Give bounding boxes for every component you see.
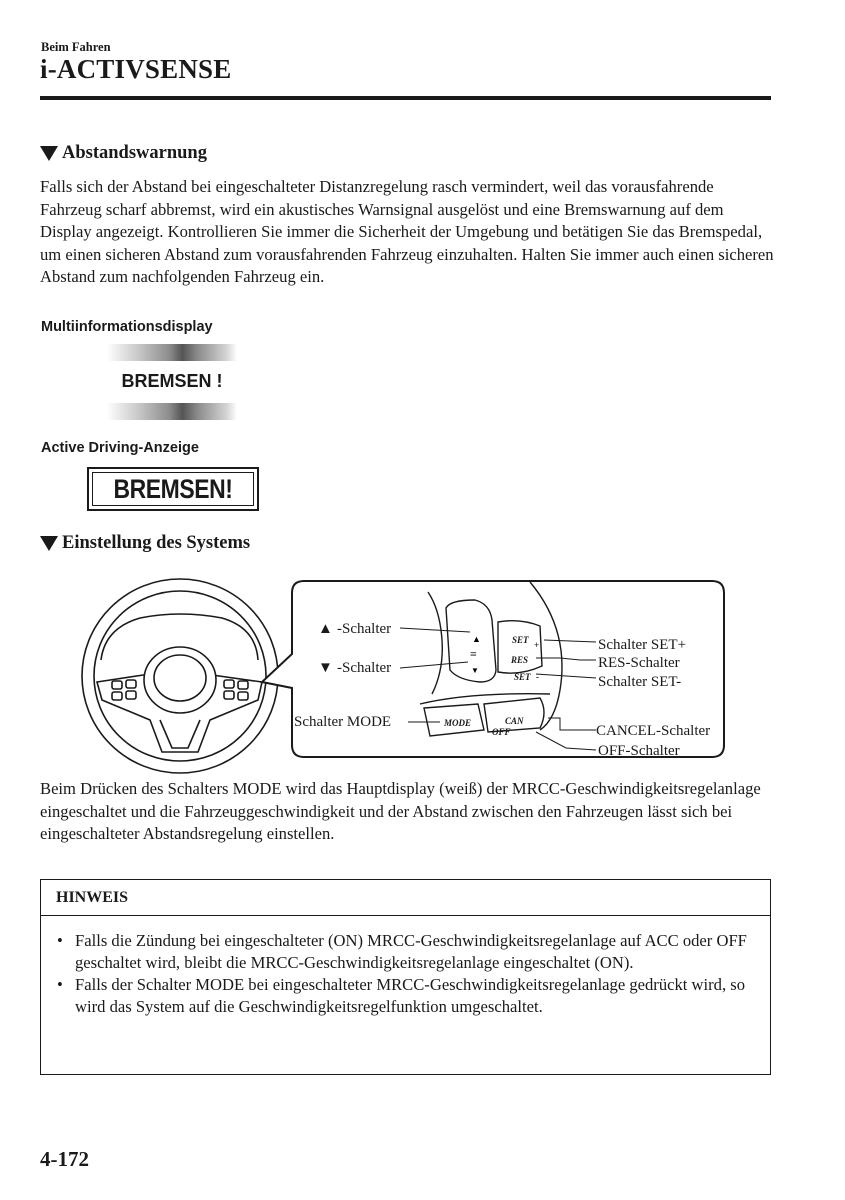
steering-switch-diagram [0, 570, 845, 780]
label-off: OFF-Schalter [598, 743, 680, 759]
label-down-switch: -Schalter [337, 660, 392, 676]
btn-set-minus-text: SET [514, 672, 531, 682]
steering-wheel-illustration [82, 579, 278, 773]
label-mode-switch: Schalter MODE [294, 714, 392, 730]
adr-caption: Active Driving-Anzeige [41, 440, 199, 456]
label-up-arrow-icon: ▲ [318, 621, 333, 637]
btn-can-text: CAN [505, 716, 524, 726]
page-number: 4-172 [40, 1147, 89, 1171]
adr-brake-warning-text: BREMSEN! [113, 473, 233, 504]
note-box [40, 879, 771, 1075]
mid-caption: Multiinformationsdisplay [41, 319, 213, 335]
btn-mode-text: MODE [444, 718, 472, 728]
distance-icon: ≡ [470, 647, 477, 661]
distance-warning-paragraph: Falls sich der Abstand bei eingeschalteter Distanzregelung rasch vermindert, weil das vorausfahrende Fahrzeug scharf abbremst, wird ein akustisches Warnsignal ausgelöst und eine Bremswarnung auf dem Display angezeigt. Kontrollieren Sie immer die Sicherheit der Umgebung und betätigen Sie das Bremspedal, um einen sicheren Abstand zum vorausfahrenden Fahrzeug einzuhalten. Halten Sie immer auch einen sicheren Abstand zum nachfolgenden Fahrzeug ein. [40, 177, 774, 286]
label-cancel: CANCEL-Schalter [596, 723, 711, 739]
section-heading-distance-warning [40, 143, 207, 164]
adr-display [87, 467, 259, 511]
label-set-plus: Schalter SET+ [598, 637, 687, 653]
pilot-icon-down: ▼ [471, 666, 479, 675]
btn-set-minus-sign: - [536, 672, 539, 682]
btn-set-plus-text: SET [512, 635, 529, 645]
mid-display-top-band [107, 344, 237, 361]
label-res: RES-Schalter [598, 655, 680, 671]
btn-set-plus-sign: + [534, 640, 540, 650]
mid-display-bottom-band [107, 403, 237, 420]
section-heading-text: Abstandswarnung [62, 143, 207, 163]
section-heading-system-settings [40, 533, 250, 554]
title-rule [40, 96, 771, 100]
triangle-down-icon [40, 536, 58, 551]
mid-brake-warning-text: BREMSEN ! [121, 371, 223, 391]
label-down-arrow-icon: ▼ [318, 660, 333, 676]
note-item-text: Falls die Zündung bei eingeschalteter (ON) MRCC-Geschwindigkeitsregelanlage auf ACC oder OFF geschaltet wird, bleibt die MRCC-Geschwindigkeitsregelanlage eingeschaltet (ON). [75, 931, 747, 972]
page-title: i-ACTIVSENSE [40, 54, 232, 84]
note-item: • Falls der Schalter MODE bei eingeschalteter MRCC-Geschwindigkeitsregelanlage gedrückt wird, so wird das System auf die Geschwindigkeitsregelfunktion umgeschaltet. [57, 975, 746, 1016]
note-item-text: Falls der Schalter MODE bei eingeschalteter MRCC-Geschwindigkeitsregelanlage gedrückt wird, so wird das System auf die Geschwindigkeitsregelfunktion umgeschaltet. [75, 975, 746, 1016]
label-set-minus: Schalter SET- [598, 674, 682, 690]
label-up-switch: -Schalter [337, 621, 392, 637]
system-settings-paragraph: Beim Drücken des Schalters MODE wird das Hauptdisplay (weiß) der MRCC-Geschwindigkeitsregelanlage eingeschaltet und die Fahrzeuggeschwindigkeit und der Abstand zwischen den Fahrzeugen lässt sich bei eingeschalteter Abstandsregelung einstellen. [40, 779, 761, 843]
triangle-down-icon [40, 146, 58, 161]
pilot-icon: ▲ [472, 634, 481, 644]
btn-off-text: OFF [492, 727, 511, 737]
section-heading-text: Einstellung des Systems [62, 533, 251, 553]
note-item: • Falls die Zündung bei eingeschalteter (ON) MRCC-Geschwindigkeitsregelanlage auf ACC oder OFF geschaltet wird, bleibt die MRCC-Geschwindigkeitsregelanlage eingeschaltet (ON). [57, 931, 747, 972]
btn-res-text: RES [511, 655, 529, 665]
note-title: HINWEIS [41, 880, 770, 916]
note-list [57, 930, 757, 1018]
running-head: Beim Fahren [41, 40, 111, 54]
